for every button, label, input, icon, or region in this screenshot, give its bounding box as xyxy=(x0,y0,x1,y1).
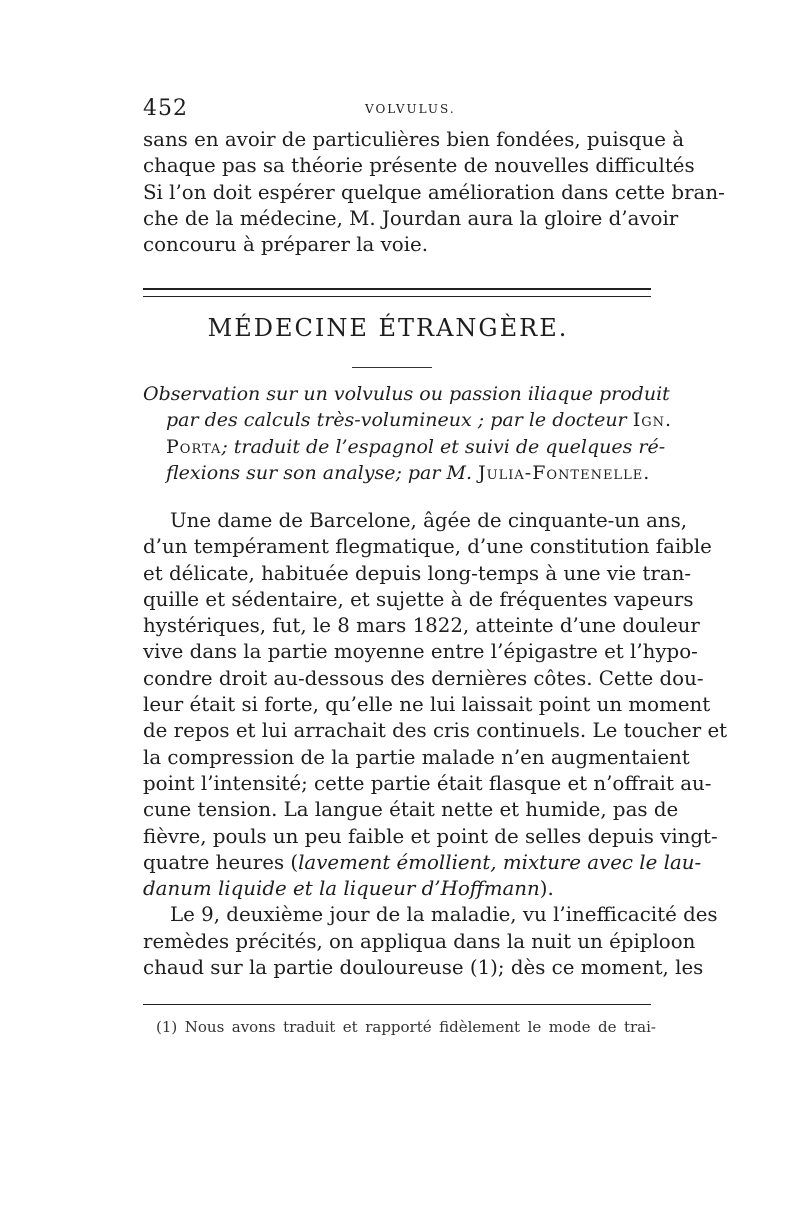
text-line: condre droit au-dessous des dernières côtes. Cette dou- xyxy=(143,666,704,690)
text-line: de repos et lui arrachait des cris continuels. Le toucher et xyxy=(143,719,728,743)
subtitle-line xyxy=(143,434,666,460)
text-line: Une dame de Barcelone, âgée de cinquante-un ans, xyxy=(170,509,688,532)
text-line: Si l’on doit espérer quelque amélioration dans cette bran- xyxy=(143,180,725,204)
author-initial: Ign. xyxy=(632,409,672,432)
italic-segment: lavement émollient, mixture avec le lau- xyxy=(298,850,702,874)
section-title: MÉDECINE ÉTRANGÈRE. xyxy=(207,314,569,342)
text-line: chaque pas sa théorie présente de nouvelles difficultés xyxy=(143,154,695,178)
text-line: quille et sédentaire, et sujette à de fréquentes vapeurs xyxy=(143,587,694,611)
text-line: Le 9, deuxième jour de la maladie, vu l’inefficacité des xyxy=(170,903,718,927)
text-line: d’un tempérament flegmatique, d’une constitution faible xyxy=(143,535,712,559)
text-line: et délicate, habituée depuis long-temps à une vie tran- xyxy=(143,561,692,585)
text-line: fièvre, pouls un peu faible et point de selles depuis vingt- xyxy=(143,824,718,848)
text-line xyxy=(143,876,658,902)
text-line: cune tension. La langue était nette et humide, pas de xyxy=(143,798,679,822)
text-line: point l’intensité; cette partie était flasque et n’offrait au- xyxy=(143,771,712,795)
text-line: remèdes précités, on appliqua dans la nuit un épiploon xyxy=(143,929,696,953)
text-line: la compression de la partie malade n’en augmentaient xyxy=(143,745,690,769)
body-text xyxy=(143,508,728,981)
subtitle-line: Observation sur un volvulus ou passion iliaque produit xyxy=(143,383,670,405)
subtitle-text: flexions sur son analyse; par M. xyxy=(166,461,479,484)
text-line xyxy=(143,850,702,876)
footnote: (1) Nous avons traduit et rapporté fidèlement le mode de trai- xyxy=(156,1018,656,1036)
text-line: hystériques, fut, le 8 mars 1822, atteinte d’une douleur xyxy=(143,614,700,638)
text-line: leur était si forte, qu’elle ne lui laissait point un moment xyxy=(143,693,711,717)
subtitle-text: par des calculs très-volumineux ; par le docteur xyxy=(166,409,633,432)
page-number: 452 xyxy=(143,96,188,121)
intro-paragraph xyxy=(143,127,725,258)
italic-segment: danum liquide et la liqueur d’Hoffmann xyxy=(143,877,540,901)
article-subtitle xyxy=(143,381,672,486)
text-line: concouru à préparer la voie. xyxy=(143,233,429,257)
section-divider xyxy=(143,288,651,297)
subtitle-line xyxy=(143,407,672,433)
text-line: chaud sur la partie douloureuse (1); dès ce moment, les xyxy=(143,956,704,980)
text-line: sans en avoir de particulières bien fondées, puisque à xyxy=(143,128,684,151)
page-header xyxy=(143,96,658,126)
subtitle-text: ; traduit de l’espagnol et suivi de quelques ré- xyxy=(221,435,666,458)
translator-name: Julia-Fontenelle. xyxy=(478,461,651,484)
text-segment: quatre heures ( xyxy=(143,850,299,874)
text-line: vive dans la partie moyenne entre l’épigastre et l’hypo- xyxy=(143,640,698,664)
title-rule xyxy=(352,367,432,368)
footnote-rule xyxy=(143,1004,651,1005)
text-line: che de la médecine, M. Jourdan aura la gloire d’avoir xyxy=(143,206,679,230)
subtitle-line xyxy=(143,460,658,486)
text-segment: ). xyxy=(539,877,554,901)
author-name: Porta xyxy=(166,435,222,458)
running-head: VOLVULUS. xyxy=(365,102,456,116)
